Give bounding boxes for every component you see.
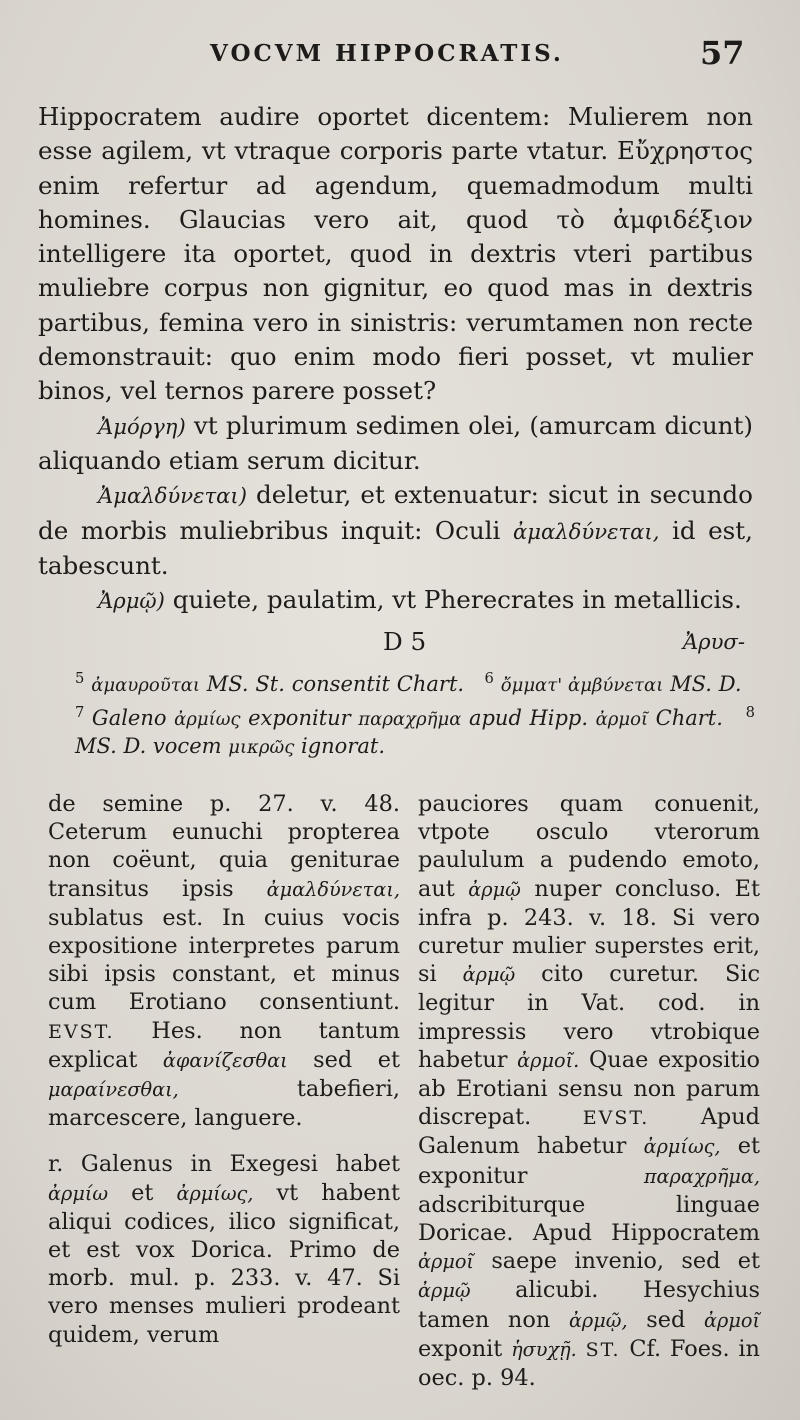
text: Cf. Foes. in oec. p. 94. bbox=[418, 1335, 760, 1392]
commentary-right-p1 bbox=[418, 790, 760, 1392]
text: Apud Galenum habetur bbox=[418, 1104, 760, 1160]
catchword: Ἀρυσ- bbox=[682, 629, 745, 654]
footnote-8-text-a: MS. D. vocem bbox=[75, 734, 222, 758]
greek-amaldynetai: ἀμαλδύνεται, bbox=[512, 518, 660, 544]
commentary-left-p2 bbox=[48, 1150, 400, 1348]
text: saepe invenio, sed et bbox=[491, 1248, 760, 1275]
text: et bbox=[131, 1179, 154, 1206]
attribution-eust: EVST. bbox=[48, 1020, 115, 1043]
footnote-8-text-b: ignorat. bbox=[301, 734, 385, 758]
greek-word: ἀφανίζεσθαι bbox=[162, 1048, 288, 1072]
text: exponit bbox=[418, 1335, 503, 1362]
text: sed et bbox=[313, 1046, 400, 1073]
greek-word: ἀρμίως, bbox=[176, 1181, 254, 1205]
footnotes bbox=[75, 666, 755, 762]
footnote-8-greek: μικρῶς bbox=[228, 737, 295, 758]
headword-amaldynetai: Ἀμαλδύνεται) bbox=[98, 483, 247, 509]
text: nuper concluso. Et infra p. 243. v. 18. Si vero curetur mulier superstes erit, si bbox=[418, 875, 761, 988]
footnote-6-text: MS. D. bbox=[670, 672, 742, 696]
commentary-left-p1 bbox=[48, 790, 400, 1132]
headword-armo: Ἀρμῷ) bbox=[98, 588, 165, 614]
greek-word: ἡσυχῇ. bbox=[511, 1337, 577, 1361]
text: sublatus est. In cuius vocis expositione interpretes parum sibi ipsis constant, et minus cum Erotiano consentiunt. bbox=[48, 904, 400, 1016]
footnote-7-number: 7 bbox=[75, 703, 85, 721]
text: cito curetur. Sic legitur in Vat. cod. in impressis vero vtrobique habetur bbox=[418, 961, 761, 1073]
footnote-5-text: MS. St. consentit Chart. bbox=[206, 672, 465, 696]
greek-word: ἀρμοῖ bbox=[418, 1250, 474, 1274]
footnote-7-text-c: apud Hipp. bbox=[468, 705, 589, 730]
text: alicubi. Hesychius tamen non bbox=[418, 1277, 760, 1333]
attribution-st: ST. bbox=[585, 1338, 621, 1361]
entry-amorge-text: vt plurimum sedimen olei, (amurcam dicunt) aliquando etiam serum dicitur. bbox=[38, 410, 753, 475]
greek-word: ἀρμῷ bbox=[418, 1279, 471, 1303]
text: sed bbox=[646, 1306, 686, 1333]
greek-word: ἀμαλδύνεται, bbox=[266, 877, 400, 901]
footnote-7-greek-c: ἀρμοῖ bbox=[595, 708, 649, 730]
greek-word: μαραίνεσθαι, bbox=[48, 1078, 179, 1102]
headword-amorge: Ἀμόργη) bbox=[98, 413, 186, 439]
greek-word: ἀρμῷ bbox=[462, 963, 516, 987]
signature-line bbox=[38, 625, 753, 659]
commentary-left-column bbox=[48, 790, 400, 1349]
signature-mark: D 5 bbox=[383, 627, 427, 656]
entry-armo-text: quiete, paulatim, vt Pherecrates in metallicis. bbox=[172, 585, 742, 615]
footnote-7-greek-b: παραχρῆμα bbox=[358, 708, 462, 730]
main-text bbox=[38, 100, 753, 618]
footnote-7-text-a: Galeno bbox=[91, 705, 167, 730]
greek-word: ἀρμοῖ. bbox=[517, 1048, 580, 1072]
attribution-eust: EVST. bbox=[582, 1107, 650, 1130]
text: tabefieri, marcescere, languere. bbox=[48, 1076, 400, 1132]
entry-amaldynetai bbox=[38, 478, 753, 583]
text: de semine p. 27. v. 48. Ceterum eunuchi propterea non coëunt, quia geniturae transitus ipsis bbox=[48, 791, 400, 902]
paragraph-intro: Hippocratem audire oportet dicentem: Mulierem non esse agilem, vt vtraque corporis parte vtatur. Εὔχρηστος enim refertur ad agendum, quemadmodum multi homines. Glaucias vero ait, quod τὸ ἀμφιδέξιον intelligere ita oportet, quod in dextris vteri partibus muliebre corpus non gignitur, eo quod mas in dextris partibus, femina vero in sinistris: verumtamen non recte demonstrauit: quo enim modo fieri posset, vt mulier binos, vel ternos parere posset? bbox=[38, 102, 753, 406]
greek-word: παραχρῆμα, bbox=[643, 1164, 760, 1188]
footnote-7-greek-a: ἀρμίως bbox=[174, 708, 241, 730]
footnote-8-number: 8 bbox=[745, 703, 755, 721]
commentary-right-column bbox=[418, 790, 760, 1392]
text: Hes. non tantum explicat bbox=[48, 1017, 400, 1073]
greek-word: ἀρμίω bbox=[48, 1181, 109, 1205]
footnote-5-greek: ἀμαυροῦται bbox=[91, 675, 200, 696]
footnote-5-number: 5 bbox=[75, 670, 85, 687]
footnote-7-text-b: exponitur bbox=[248, 705, 351, 730]
running-head: VOCVM HIPPOCRATIS. bbox=[210, 40, 564, 67]
text: et exponitur bbox=[418, 1133, 760, 1189]
entry-amaldynetai-text-a: deletur, et extenuatur: sicut in secundo de morbis muliebribus inquit: Oculi bbox=[38, 480, 753, 545]
entry-amorge bbox=[38, 409, 753, 479]
text: adscribiturque linguae Doricae. Apud Hippocratem bbox=[418, 1191, 760, 1247]
entry-armo bbox=[38, 583, 753, 618]
page-number: 57 bbox=[700, 34, 745, 72]
text: vt habent aliqui codices, ilico significat, et est vox Dorica. Primo de morb. mul. p. 233. v. 47. Si vero menses mulieri prodeant quidem, verum bbox=[48, 1179, 400, 1348]
footnote-6-greek: ὄμματ' ἀμβύνεται bbox=[500, 675, 664, 696]
text: r. Galenus in Exegesi habet bbox=[48, 1151, 400, 1178]
text: Quae expositio ab Erotiani sensu non parum discrepat. bbox=[418, 1046, 760, 1131]
greek-word: ἀρμοῖ bbox=[704, 1308, 761, 1332]
footnote-6-number: 6 bbox=[484, 670, 494, 687]
entry-amaldynetai-text-b: id est, tabescunt. bbox=[38, 515, 753, 580]
text: pauciores quam conuenit, vtpote osculo vterorum paululum a pudendo emoto, aut bbox=[418, 791, 760, 902]
greek-word: ἀρμῷ, bbox=[568, 1308, 628, 1332]
footnote-block bbox=[75, 666, 755, 762]
footnote-7-text-d: Chart. bbox=[655, 705, 723, 730]
greek-word: ἀρμίως, bbox=[643, 1135, 721, 1159]
greek-word: ἀρμῷ bbox=[468, 877, 521, 901]
